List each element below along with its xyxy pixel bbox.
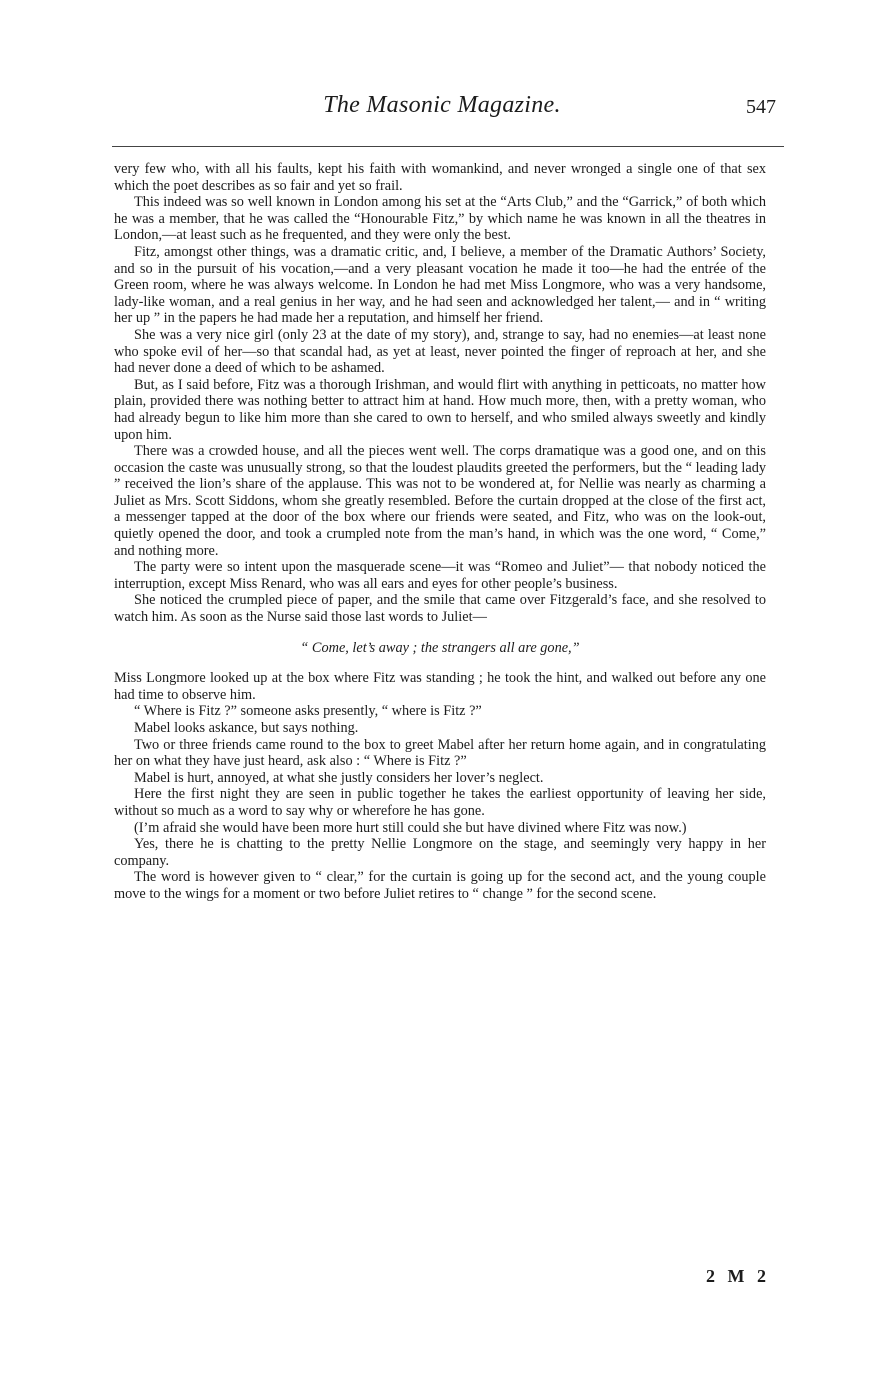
quotation: “ Come, let’s away ; the strangers all are gone,” — [300, 639, 580, 656]
paragraph: Fitz, amongst other things, was a dramatic critic, and, I believe, a member of the Dramatic Authors’ Society, and so in the pursuit of his vocation,—and a very pleasant vocation he made it too—he had the entrée of the Green room, where he was always welcome. In London he had met Miss Longmore, who was a very handsome, lady-like woman, and a real genius in her way, and he had seen and acknowledged her talent,— and in “ writing her up ” in the papers he had made her a reputation, and himself her friend. — [114, 243, 766, 327]
paragraph: very few who, with all his faults, kept his faith with womankind, and never wronged a single one of that sex which the poet describes as so fair and yet so frail. — [114, 161, 766, 194]
article-body — [114, 161, 766, 903]
paragraph: Mabel is hurt, annoyed, at what she justly considers her lover’s neglect. — [134, 769, 544, 786]
page-number: 547 — [746, 96, 776, 118]
paragraph: Two or three friends came round to the box to greet Mabel after her return home again, and in congratulating her on what they have just heard, ask also : “ Where is Fitz ?” — [114, 736, 766, 770]
running-title: The Masonic Magazine. — [323, 92, 561, 118]
paragraph: The party were so intent upon the masquerade scene—it was “Romeo and Juliet”— that nobody noticed the interruption, except Miss Renard, who was all ears and eyes for other people’s business. — [114, 559, 766, 592]
paragraph: Yes, there he is chatting to the pretty Nellie Longmore on the stage, and seemingly very happy in her company. — [114, 836, 766, 869]
paragraph: Here the first night they are seen in public together he takes the earliest opportunity of leaving her side, without so much as a word to say why or wherefore he has gone. — [114, 786, 766, 819]
paragraph: She was a very nice girl (only 23 at the date of my story), and, strange to say, had no enemies—at least none who spoke evil of her—so that scandal had, as yet at least, never pointed the finger of reproach at her, and she had never done a deed of which to be ashamed. — [114, 326, 766, 377]
paragraph: The word is however given to “ clear,” for the curtain is going up for the second act, and the young couple move to the wings for a moment or two before Juliet retires to “ change ” for the second scene. — [114, 869, 766, 902]
signature-mark: 2 M 2 — [706, 1266, 770, 1286]
paragraph: But, as I said before, Fitz was a thorough Irishman, and would flirt with anything in petticoats, no matter how plain, provided there was nothing better to attract him at hand. How much more, then, with a pretty woman, who had already begun to like him more than she cared to own to herself, and who smiled always sweetly and kindly upon him. — [114, 376, 766, 443]
paragraph: (I’m afraid she would have been more hurt still could she but have divined where Fitz was now.) — [134, 819, 687, 836]
paragraph: This indeed was so well known in London among his set at the “Arts Club,” and the “Garrick,” of both which he was a member, that he was called the “Honourable Fitz,” by which name he was known in all the theatres in London,—at least such as he frequented, and they were only the best. — [114, 194, 766, 244]
paragraph: “ Where is Fitz ?” someone asks presently, “ where is Fitz ?” — [134, 703, 482, 720]
page-header — [112, 92, 776, 132]
paragraph: There was a crowded house, and all the pieces went well. The corps dramatique was a good one, and on this occasion the caste was unusually strong, so that the loudest plaudits greeted the performers, but the “ leading lady ” received the lion’s share of the applause. This was not to be wondered at, for Nellie was nearly as charming a Juliet as Mrs. Scott Siddons, whom she greatly resembled. Before the curtain dropped at the close of the first act, a messenger tapped at the door of the box where our friends were seated, and Fitz, who was on the look-out, quietly opened the door, and took a crumpled note from the man’s hand, in which was the one word, “ Come,” and nothing more. — [114, 443, 766, 559]
paragraph: Miss Longmore looked up at the box where Fitz was standing ; he took the hint, and walked out before any one had time to observe him. — [114, 670, 766, 703]
paragraph: She noticed the crumpled piece of paper, and the smile that came over Fitzgerald’s face, and she resolved to watch him. As soon as the Nurse said those last words to Juliet— — [114, 592, 766, 626]
paragraph: Mabel looks askance, but says nothing. — [134, 720, 359, 736]
header-rule — [112, 146, 784, 147]
